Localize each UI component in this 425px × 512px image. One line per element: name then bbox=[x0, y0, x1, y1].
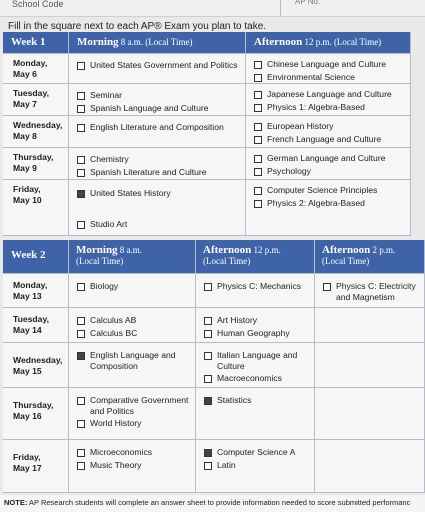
day-name: Wednesday, bbox=[13, 355, 63, 365]
week2-header-afternoon2 bbox=[315, 240, 425, 274]
day-cell bbox=[3, 308, 69, 343]
exam-option[interactable] bbox=[254, 59, 410, 70]
day-date: May 15 bbox=[13, 365, 42, 376]
exam-option[interactable] bbox=[77, 122, 245, 133]
exam-option[interactable] bbox=[204, 447, 314, 458]
exam-option[interactable] bbox=[77, 219, 245, 230]
week2-table bbox=[3, 240, 425, 493]
checkbox-square[interactable] bbox=[77, 397, 85, 405]
afternoon-cell bbox=[246, 180, 411, 236]
morning-label: Morning bbox=[77, 36, 119, 48]
morning-cell bbox=[69, 84, 246, 116]
column-label: Afternoon bbox=[203, 244, 252, 256]
exam-option[interactable] bbox=[77, 315, 195, 326]
morning-cell bbox=[69, 54, 246, 84]
exam-label: Physics 2: Algebra-Based bbox=[267, 197, 365, 208]
exam-label: United States History bbox=[90, 188, 171, 198]
exam-option[interactable] bbox=[254, 102, 410, 113]
checkbox-square[interactable] bbox=[204, 330, 212, 338]
exam-label: Studio Art bbox=[90, 218, 128, 229]
checkbox-square[interactable] bbox=[77, 449, 85, 457]
divider bbox=[280, 0, 281, 16]
exam-option[interactable] bbox=[204, 395, 314, 406]
exam-option[interactable] bbox=[204, 460, 314, 471]
ap-number-label: AP No. bbox=[295, 0, 321, 6]
checkbox-square[interactable] bbox=[77, 317, 85, 325]
exam-label: Microeconomics bbox=[90, 447, 153, 457]
exam-label: Physics 1: Algebra-Based bbox=[267, 101, 365, 112]
morning-time: 8 a.m. (Local Time) bbox=[120, 37, 193, 47]
exam-option[interactable] bbox=[254, 72, 410, 83]
column-label: Morning bbox=[76, 244, 118, 256]
checkbox-square[interactable] bbox=[254, 136, 262, 144]
exam-label: Seminar bbox=[90, 90, 122, 100]
exam-label: Psychology bbox=[267, 165, 311, 176]
checkbox-square[interactable] bbox=[254, 187, 262, 195]
checkbox-square[interactable] bbox=[254, 200, 262, 208]
day-date: May 6 bbox=[13, 68, 37, 79]
column-label: Afternoon bbox=[322, 244, 371, 256]
exam-label: European History bbox=[267, 121, 334, 131]
exam-label: Calculus AB bbox=[90, 315, 137, 325]
day-cell bbox=[3, 116, 69, 148]
day-cell bbox=[3, 54, 69, 84]
checkbox-square[interactable] bbox=[77, 352, 85, 360]
checkbox-square[interactable] bbox=[77, 169, 85, 177]
checkbox-square[interactable] bbox=[77, 283, 85, 291]
exam-label: German Language and Culture bbox=[267, 153, 386, 163]
day-cell bbox=[3, 180, 69, 236]
exam-label: Chemistry bbox=[90, 154, 129, 164]
checkbox-square[interactable] bbox=[254, 91, 262, 99]
note-footer bbox=[0, 495, 425, 512]
morning-cell bbox=[69, 148, 246, 180]
checkbox-square[interactable] bbox=[77, 156, 85, 164]
checkbox-square[interactable] bbox=[254, 155, 262, 163]
afternoon1-cell bbox=[196, 388, 315, 440]
checkbox-square[interactable] bbox=[204, 462, 212, 470]
exam-label: United States Government and Politics bbox=[90, 60, 238, 70]
exam-label: Comparative Government and Politics bbox=[90, 395, 189, 416]
exam-option[interactable] bbox=[77, 447, 195, 458]
exam-option[interactable] bbox=[77, 350, 195, 371]
checkbox-square[interactable] bbox=[77, 330, 85, 338]
exam-label: Environmental Science bbox=[267, 71, 355, 82]
afternoon2-cell bbox=[315, 274, 425, 308]
column-sub: (Local Time) bbox=[76, 256, 124, 266]
day-name: Thursday, bbox=[13, 400, 54, 410]
instructions: Fill in the square next to each AP® Exam you plan to take. bbox=[8, 21, 267, 32]
day-date: May 9 bbox=[13, 162, 37, 173]
exam-label: French Language and Culture bbox=[267, 133, 382, 144]
afternoon2-cell bbox=[315, 388, 425, 440]
day-cell bbox=[3, 388, 69, 440]
checkbox-square[interactable] bbox=[323, 283, 331, 291]
morning-cell bbox=[69, 308, 196, 343]
checkbox-square[interactable] bbox=[204, 283, 212, 291]
day-name: Thursday, bbox=[13, 152, 54, 162]
day-date: May 16 bbox=[13, 410, 42, 421]
day-name: Wednesday, bbox=[13, 120, 63, 130]
day-cell bbox=[3, 84, 69, 116]
exam-label: Art History bbox=[217, 315, 258, 325]
exam-label: Japanese Language and Culture bbox=[267, 89, 392, 99]
day-cell bbox=[3, 440, 69, 493]
day-date: May 7 bbox=[13, 98, 37, 109]
day-name: Friday, bbox=[13, 184, 41, 194]
exam-option[interactable] bbox=[204, 315, 314, 326]
exam-label: Chinese Language and Culture bbox=[267, 59, 386, 69]
afternoon1-cell bbox=[196, 440, 315, 493]
day-date: May 17 bbox=[13, 462, 42, 473]
checkbox-square[interactable] bbox=[77, 92, 85, 100]
exam-label: Human Geography bbox=[217, 327, 290, 338]
checkbox-square[interactable] bbox=[204, 317, 212, 325]
day-name: Monday, bbox=[13, 58, 48, 68]
exam-option[interactable] bbox=[77, 90, 245, 101]
exam-label: English Language and Composition bbox=[90, 350, 176, 371]
exam-option[interactable] bbox=[77, 281, 195, 292]
checkbox-square[interactable] bbox=[254, 123, 262, 131]
afternoon-cell bbox=[246, 54, 411, 84]
week2-header-title bbox=[3, 240, 69, 274]
checkbox-square[interactable] bbox=[77, 105, 85, 113]
exam-option[interactable] bbox=[254, 198, 410, 209]
morning-cell bbox=[69, 440, 196, 493]
exam-label: Spanish Language and Culture bbox=[90, 102, 209, 113]
exam-option[interactable] bbox=[254, 121, 410, 132]
morning-cell bbox=[69, 343, 196, 388]
week-title: Week 1 bbox=[11, 36, 46, 48]
exam-label: Computer Science A bbox=[217, 447, 296, 457]
column-sub: (Local Time) bbox=[203, 256, 251, 266]
column-time: 12 p.m. bbox=[253, 245, 281, 255]
checkbox-square[interactable] bbox=[254, 104, 262, 112]
afternoon-time: 12 p.m. (Local Time) bbox=[304, 37, 382, 47]
exam-option[interactable] bbox=[254, 89, 410, 100]
morning-cell bbox=[69, 388, 196, 440]
exam-label: Italian Language and Culture bbox=[217, 350, 298, 371]
afternoon2-cell bbox=[315, 440, 425, 493]
checkbox-square[interactable] bbox=[254, 61, 262, 69]
school-code-label: School Code bbox=[12, 0, 64, 9]
checkbox-square[interactable] bbox=[77, 62, 85, 70]
checkbox-square[interactable] bbox=[204, 449, 212, 457]
exam-option[interactable] bbox=[204, 281, 314, 292]
week1-header-morning bbox=[69, 32, 246, 54]
exam-option[interactable] bbox=[254, 153, 410, 164]
column-time: 8 a.m. bbox=[119, 245, 142, 255]
exam-label: English Literature and Composition bbox=[90, 122, 224, 132]
exam-option[interactable] bbox=[77, 188, 245, 199]
exam-option[interactable] bbox=[77, 103, 245, 114]
afternoon1-cell bbox=[196, 308, 315, 343]
exam-option[interactable] bbox=[254, 166, 410, 177]
checkbox-square[interactable] bbox=[204, 375, 212, 383]
note-label: NOTE: bbox=[4, 498, 28, 507]
checkbox-square[interactable] bbox=[254, 168, 262, 176]
afternoon1-cell bbox=[196, 343, 315, 388]
exam-option[interactable] bbox=[204, 373, 314, 384]
exam-label: Physics C: Electricity and Magnetism bbox=[336, 281, 416, 302]
checkbox-square[interactable] bbox=[254, 74, 262, 82]
column-time: 2 p.m. bbox=[372, 245, 396, 255]
day-date: May 8 bbox=[13, 130, 37, 141]
exam-label: Latin bbox=[217, 459, 236, 470]
day-name: Tuesday, bbox=[13, 314, 49, 324]
exam-label: Biology bbox=[90, 281, 119, 291]
exam-option[interactable] bbox=[254, 185, 410, 196]
exam-option[interactable] bbox=[77, 395, 195, 416]
exam-option[interactable] bbox=[204, 328, 314, 339]
exam-option[interactable] bbox=[77, 60, 245, 71]
exam-option[interactable] bbox=[77, 167, 245, 178]
exam-option[interactable] bbox=[204, 350, 314, 371]
week-title: Week 2 bbox=[11, 249, 46, 261]
checkbox-square[interactable] bbox=[77, 190, 85, 198]
day-date: May 10 bbox=[13, 194, 42, 205]
exam-option[interactable] bbox=[77, 328, 195, 339]
day-cell bbox=[3, 148, 69, 180]
checkbox-square[interactable] bbox=[77, 462, 85, 470]
afternoon-cell bbox=[246, 148, 411, 180]
day-date: May 14 bbox=[13, 324, 42, 335]
note-text: AP Research students will complete an answer sheet to provide information needed to score submitted performanc bbox=[29, 498, 411, 507]
checkbox-square[interactable] bbox=[204, 352, 212, 360]
day-name: Tuesday, bbox=[13, 88, 49, 98]
morning-cell bbox=[69, 116, 246, 148]
afternoon-label: Afternoon bbox=[254, 36, 303, 48]
day-cell bbox=[3, 274, 69, 308]
exam-option[interactable] bbox=[77, 154, 245, 165]
day-name: Friday, bbox=[13, 452, 41, 462]
exam-option[interactable] bbox=[254, 134, 410, 145]
exam-label: Computer Science Principles bbox=[267, 185, 378, 195]
exam-label: Macroeconomics bbox=[217, 373, 282, 383]
checkbox-square[interactable] bbox=[77, 420, 85, 428]
exam-label: Statistics bbox=[217, 395, 252, 405]
exam-option[interactable] bbox=[323, 281, 424, 302]
week1-table bbox=[3, 32, 411, 236]
week2-header-morning bbox=[69, 240, 196, 274]
checkbox-square[interactable] bbox=[77, 124, 85, 132]
afternoon1-cell bbox=[196, 274, 315, 308]
day-cell bbox=[3, 343, 69, 388]
column-sub: (Local Time) bbox=[322, 256, 370, 266]
day-date: May 13 bbox=[13, 290, 42, 301]
afternoon-cell bbox=[246, 116, 411, 148]
exam-option[interactable] bbox=[77, 418, 195, 429]
afternoon2-cell bbox=[315, 308, 425, 343]
afternoon2-cell bbox=[315, 343, 425, 388]
exam-label: Music Theory bbox=[90, 459, 142, 470]
afternoon-cell bbox=[246, 84, 411, 116]
day-name: Monday, bbox=[13, 280, 48, 290]
top-strip bbox=[0, 0, 425, 17]
week2-header-afternoon1 bbox=[196, 240, 315, 274]
morning-cell bbox=[69, 180, 246, 236]
checkbox-square[interactable] bbox=[77, 221, 85, 229]
morning-cell bbox=[69, 274, 196, 308]
exam-label: World History bbox=[90, 418, 142, 428]
week1-header-title bbox=[3, 32, 69, 54]
exam-option[interactable] bbox=[77, 460, 195, 471]
week1-header-afternoon bbox=[246, 32, 411, 54]
checkbox-square[interactable] bbox=[204, 397, 212, 405]
exam-label: Physics C: Mechanics bbox=[217, 281, 302, 291]
exam-label: Calculus BC bbox=[90, 327, 138, 338]
exam-label: Spanish Literature and Culture bbox=[90, 166, 207, 177]
